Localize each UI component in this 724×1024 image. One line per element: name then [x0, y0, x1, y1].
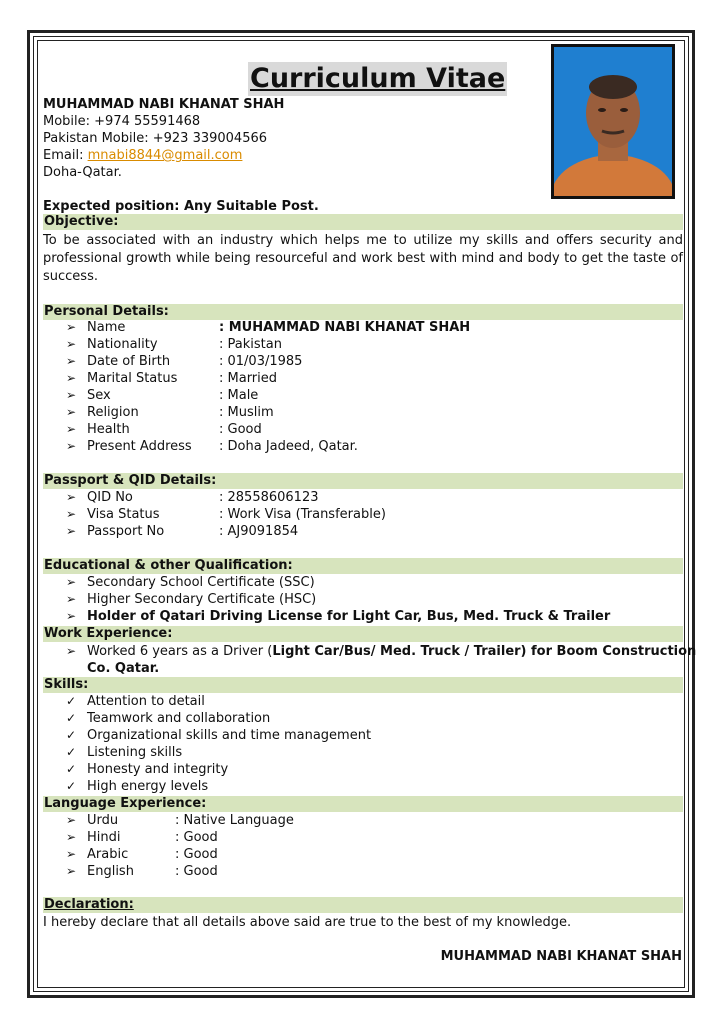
declaration-text: I hereby declare that all details above said are true to the best of my knowledge. — [43, 915, 572, 930]
languages-label: Arabic — [87, 847, 129, 862]
check-icon: ✓ — [66, 728, 77, 742]
personal-value: : Pakistan — [219, 337, 282, 352]
skills-item: High energy levels — [87, 779, 209, 794]
languages-value: : Good — [175, 864, 218, 879]
skills-item: Attention to detail — [87, 694, 205, 709]
arrow-bullet-icon: ➢ — [66, 388, 77, 402]
arrow-bullet-icon: ➢ — [66, 609, 77, 623]
email-line — [43, 147, 242, 164]
arrow-bullet-icon: ➢ — [66, 830, 77, 844]
check-icon: ✓ — [66, 762, 77, 776]
arrow-bullet-icon: ➢ — [66, 813, 77, 827]
personal-label: Nationality — [87, 337, 158, 352]
skills-item: Teamwork and collaboration — [87, 711, 271, 726]
languages-value: : Native Language — [175, 813, 294, 828]
arrow-bullet-icon: ➢ — [66, 439, 77, 453]
arrow-bullet-icon: ➢ — [66, 405, 77, 419]
personal-label: Sex — [87, 388, 111, 403]
arrow-bullet-icon: ➢ — [66, 644, 77, 658]
personal-value: : Married — [219, 371, 278, 386]
passport-label: Visa Status — [87, 507, 160, 522]
arrow-bullet-icon: ➢ — [66, 847, 77, 861]
education-item: Holder of Qatari Driving License for Light Car, Bus, Med. Truck & Trailer — [87, 609, 611, 624]
objective-text: To be associated with an industry which helps me to utilize my skills and offers security and professional growth while being resourceful and work best with mind and body to get the taste of success. — [43, 233, 683, 284]
check-icon: ✓ — [66, 711, 77, 725]
personal-value: : 01/03/1985 — [219, 354, 303, 369]
arrow-bullet-icon: ➢ — [66, 320, 77, 334]
section-heading-work: Work Experience: — [43, 626, 683, 642]
languages-label: Urdu — [87, 813, 119, 828]
pakistan-mobile-number: Pakistan Mobile: +923 339004566 — [43, 131, 268, 146]
work-experience-detail: Light Car/Bus/ Med. Truck / Trailer) for Boom Construction — [272, 644, 697, 659]
check-icon: ✓ — [66, 779, 77, 793]
arrow-bullet-icon: ➢ — [66, 337, 77, 351]
expected-position: Expected position: Any Suitable Post. — [43, 199, 319, 214]
arrow-bullet-icon: ➢ — [66, 864, 77, 878]
work-experience-prefix: Worked 6 years as a Driver ( — [87, 644, 273, 659]
skills-item: Organizational skills and time management — [87, 728, 372, 743]
arrow-bullet-icon: ➢ — [66, 422, 77, 436]
languages-value: : Good — [175, 847, 218, 862]
profile-photo — [551, 44, 675, 199]
passport-label: Passport No — [87, 524, 165, 539]
passport-label: QID No — [87, 490, 133, 505]
arrow-bullet-icon: ➢ — [66, 575, 77, 589]
passport-value: : Work Visa (Transferable) — [219, 507, 386, 522]
signature-name: MUHAMMAD NABI KHANAT SHAH — [440, 949, 682, 964]
personal-label: Present Address — [87, 439, 192, 454]
section-heading-languages: Language Experience: — [43, 796, 683, 812]
personal-label: Marital Status — [87, 371, 178, 386]
passport-value: : 28558606123 — [219, 490, 319, 505]
personal-value: : Male — [219, 388, 259, 403]
personal-label: Health — [87, 422, 130, 437]
personal-value: : Good — [219, 422, 262, 437]
arrow-bullet-icon: ➢ — [66, 371, 77, 385]
personal-label: Date of Birth — [87, 354, 171, 369]
skills-item: Honesty and integrity — [87, 762, 229, 777]
education-item: Secondary School Certificate (SSC) — [87, 575, 315, 590]
mobile-number: Mobile: +974 55591468 — [43, 114, 201, 129]
personal-value: : MUHAMMAD NABI KHANAT SHAH — [219, 320, 471, 335]
arrow-bullet-icon: ➢ — [66, 524, 77, 538]
arrow-bullet-icon: ➢ — [66, 490, 77, 504]
document-title: Curriculum Vitae — [250, 63, 506, 94]
passport-value: : AJ9091854 — [219, 524, 299, 539]
section-heading-passport: Passport & QID Details: — [43, 473, 683, 489]
languages-label: English — [87, 864, 134, 879]
candidate-name: MUHAMMAD NABI KHANAT SHAH — [43, 97, 285, 112]
section-heading-personal: Personal Details: — [43, 304, 683, 320]
email-label: Email: — [43, 148, 88, 163]
work-experience-line-1 — [87, 643, 696, 660]
personal-label: Name — [87, 320, 126, 335]
languages-value: : Good — [175, 830, 218, 845]
arrow-bullet-icon: ➢ — [66, 354, 77, 368]
section-heading-skills: Skills: — [43, 677, 683, 693]
section-heading-education: Educational & other Qualification: — [43, 558, 683, 574]
location: Doha-Qatar. — [43, 165, 122, 180]
check-icon: ✓ — [66, 745, 77, 759]
languages-label: Hindi — [87, 830, 121, 845]
arrow-bullet-icon: ➢ — [66, 592, 77, 606]
check-icon: ✓ — [66, 694, 77, 708]
email-link[interactable]: mnabi8844@gmail.com — [87, 148, 243, 163]
section-heading-declaration: Declaration: — [43, 897, 683, 913]
arrow-bullet-icon: ➢ — [66, 507, 77, 521]
education-item: Higher Secondary Certificate (HSC) — [87, 592, 317, 607]
skills-item: Listening skills — [87, 745, 183, 760]
section-heading-objective: Objective: — [43, 214, 683, 230]
personal-value: : Doha Jadeed, Qatar. — [219, 439, 358, 454]
personal-label: Religion — [87, 405, 139, 420]
work-experience-line-2: Co. Qatar. — [87, 661, 160, 676]
personal-value: : Muslim — [219, 405, 274, 420]
